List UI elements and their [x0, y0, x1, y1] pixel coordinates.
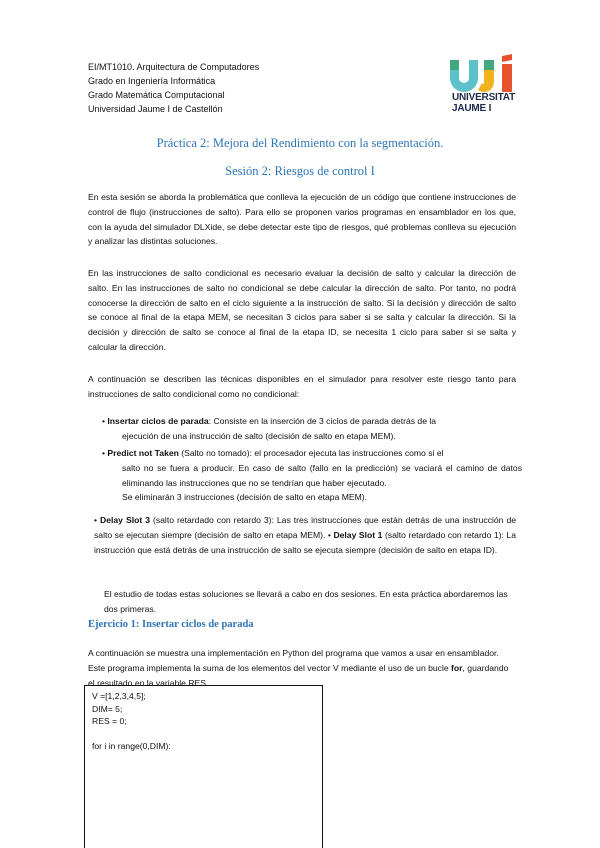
bullet-term: Insertar ciclos de parada: [107, 416, 209, 426]
logo-line-2: JAUME I: [452, 103, 492, 114]
bullet-dot: •: [94, 515, 98, 525]
exercise-text-before: A continuación se muestra una implementación en Python del programa que vamos a usar en ensamblador. Este programa implementa la suma de los elementos del vector V mediante el uso de un bucle: [88, 648, 499, 673]
bullet-continuation: ejecución de una instrucción de salto (decisión de salto en etapa MEM).: [122, 430, 396, 441]
bullet-predict-not-taken: [102, 446, 522, 505]
bullet-dot-2: •: [327, 529, 331, 540]
code-line: DIM= 5;: [92, 703, 123, 714]
logo-text: [452, 92, 515, 114]
uji-logo-mark-icon: [448, 54, 528, 94]
bullet-insertar-ciclos: [102, 414, 522, 444]
exercise-text-after: , guardando el resultado en la variable RES.: [88, 662, 509, 688]
conditional-paragraph: En las instrucciones de salto condicional es necesario evaluar la decisión de salto y calcular la dirección de salto. En las instrucciones de salto no condicional se debe calcular la dirección de salto. Por tanto, no podrá conocerse la dirección de salto en el ciclo siguiente a la instrucción de salto. Si la decisión y dirección de salto se conoce al final de la etapa MEM, se necesitan 3 ciclos para saber si se salta y calcular la dirección. Si la decisión y dirección de salto se conoce al final de la etapa ID, se necesita 1 ciclo para saber si se salta y calcular la dirección.: [88, 268, 516, 352]
code-line: for i in range(0,DIM):: [92, 740, 171, 751]
bullet-text: : Consiste en la inserción de 3 ciclos de parada detrás de la: [208, 416, 437, 426]
bullet-dot: •: [102, 416, 106, 426]
bullet-text: (Salto no tomado): el procesador ejecuta las instrucciones como si el: [178, 448, 444, 458]
degree-line-2: Grado Matemática Computacional: [88, 90, 225, 100]
python-code-box: [84, 685, 323, 848]
bullet-text: (salto retardado con retardo 3): Las tres instrucciones que están detrás de una instrucción de salto se ejecutan siempre (decisión de salto en etapa MEM).: [94, 515, 517, 540]
bullet-term: Predict not Taken: [107, 448, 179, 458]
bullet-term: Delay Slot 3: [100, 515, 150, 525]
intro-paragraph: En esta sesión se aborda la problemática que conlleva la ejecución de un código que contiene instrucciones de control de flujo (instrucciones de salto). Para ello se proponen varios programas en ensamblador en los que, con la ayuda del simulador DLXide, se debe detectar este tipo de riesgos, qué problemas conlleva su ejecución y analizar las distintas soluciones.: [88, 192, 516, 247]
closing-paragraph: El estudio de todas estas soluciones se llevará a cabo en dos sesiones. En esta práctica abordaremos las dos primeras.: [104, 589, 508, 614]
university-logo: [448, 54, 528, 116]
bullet-dot: •: [102, 448, 106, 458]
session-title: Sesión 2: Riesgos de control I: [225, 164, 375, 178]
logo-line-1: UNIVERSITAT: [452, 92, 515, 103]
degree-line-1: Grado en Ingeniería Informática: [88, 76, 216, 86]
exercise-text-bold: for: [451, 662, 463, 673]
bullet-text-2: (salto retardado con retardo 1): La instrucción que está detrás de una instrucción de salto se ejecuta siempre (decisión de salto en etapa ID).: [94, 529, 516, 555]
exercise-heading: Ejercicio 1: Insertar ciclos de parada: [88, 619, 254, 630]
course-line: EI/MT1010. Arquitectura de Computadores: [88, 62, 260, 72]
bullet-delay-slots: [94, 513, 516, 557]
bullet-term-2: Delay Slot 1: [333, 529, 383, 540]
bullet-continuation-2: Se eliminarán 3 instrucciones (decisión de salto en etapa MEM).: [122, 492, 368, 503]
code-line: V =[1,2,3,4,5];: [92, 691, 146, 701]
techniques-intro-paragraph: A continuación se describen las técnicas disponibles en el simulador para resolver este riesgo tanto para instrucciones de salto condicional como no condicional:: [88, 374, 516, 399]
document-header: [88, 60, 259, 116]
university-line: Universidad Jaume I de Castellón: [88, 104, 223, 114]
page-title: Práctica 2: Mejora del Rendimiento con la segmentación.: [156, 136, 444, 150]
code-line: RES = 0;: [92, 716, 127, 727]
exercise-paragraph: [88, 646, 516, 690]
bullet-continuation: salto no se fuera a producir. En caso de salto (fallo en la predicción) se vaciará el camino de datos eliminando las instrucciones que no se tendrían que haber ejecutado.: [122, 462, 522, 488]
